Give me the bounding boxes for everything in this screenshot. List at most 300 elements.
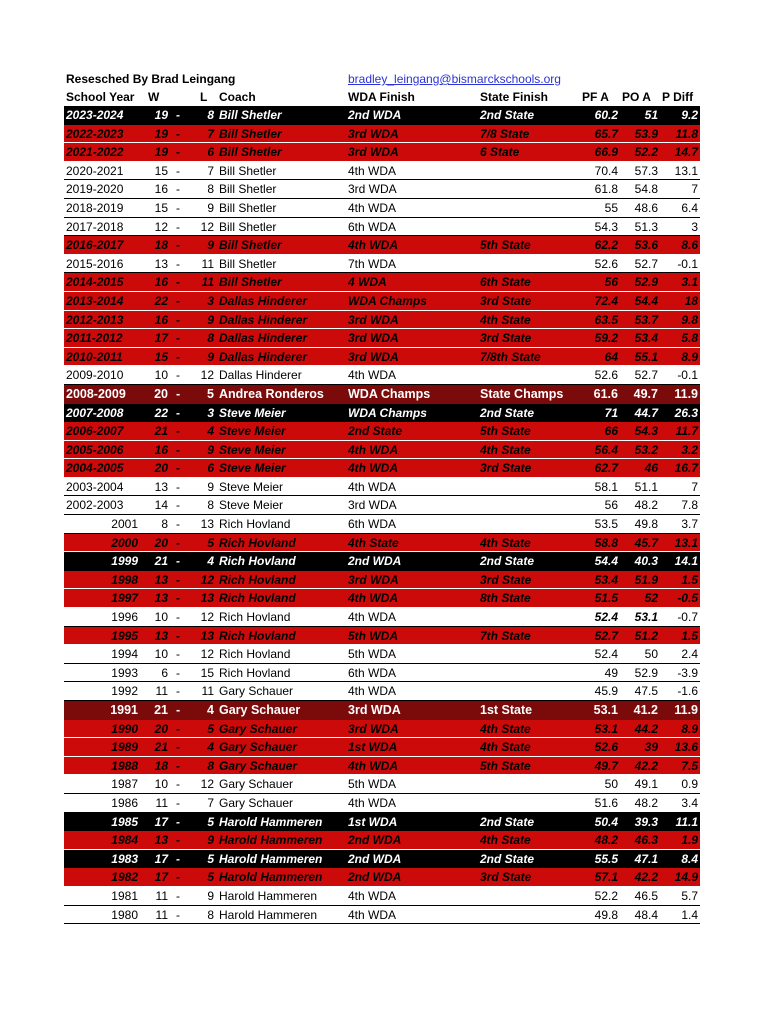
cell-losses: 8: [207, 108, 214, 122]
cell-points-for: 52.7: [594, 628, 618, 643]
cell-wda-finish: 4th WDA: [348, 591, 398, 606]
cell-dash: -: [176, 145, 180, 160]
cell-points-against: 39: [644, 740, 658, 755]
cell-dash: -: [176, 833, 180, 848]
cell-wda-finish: 4th WDA: [348, 795, 397, 810]
header-wda-finish: WDA Finish: [348, 90, 415, 104]
cell-dash: -: [176, 517, 180, 532]
cell-points-for: 53.5: [594, 517, 618, 532]
cell-dash: -: [176, 424, 180, 439]
cell-season-year: 1997: [111, 591, 138, 606]
cell-season-year: 2020-2021: [66, 163, 124, 178]
cell-losses: 13: [200, 628, 214, 643]
table-row: [64, 292, 700, 311]
cell-points-against: 48.2: [634, 795, 658, 810]
cell-points-for: 54.4: [594, 554, 618, 569]
cell-point-diff: 9.2: [681, 108, 698, 122]
cell-losses: 4: [207, 424, 214, 439]
cell-losses: 9: [207, 238, 214, 253]
cell-dash: -: [176, 442, 180, 457]
cell-wins: 22: [154, 293, 168, 308]
cell-points-for: 56: [604, 275, 618, 290]
cell-points-against: 52.2: [634, 145, 658, 160]
cell-point-diff: -0.1: [677, 368, 698, 383]
cell-wda-finish: 2nd WDA: [348, 870, 402, 885]
cell-wins: 20: [154, 461, 168, 476]
cell-wda-finish: WDA Champs: [348, 405, 427, 420]
cell-wins: 14: [154, 498, 168, 513]
cell-season-year: 1994: [111, 647, 138, 662]
cell-state-finish: 6 State: [480, 145, 520, 160]
cell-point-diff: 3.2: [681, 442, 698, 457]
table-row: [64, 645, 700, 664]
table-row: [64, 143, 700, 162]
cell-points-for: 54.3: [594, 219, 618, 234]
cell-coach: Dallas Hinderer: [219, 331, 308, 346]
table-row: [64, 738, 700, 757]
cell-point-diff: -0.7: [677, 610, 698, 625]
cell-state-finish: 4th State: [480, 721, 531, 736]
cell-losses: 12: [200, 777, 214, 792]
table-row: [64, 757, 700, 776]
cell-wda-finish: 2nd WDA: [348, 851, 402, 866]
cell-points-against: 48.6: [634, 200, 658, 215]
cell-dash: -: [176, 684, 180, 699]
cell-points-against: 57.3: [634, 163, 658, 178]
cell-losses: 3: [207, 405, 214, 420]
cell-dash: -: [176, 665, 180, 680]
cell-losses: 13: [200, 591, 214, 606]
cell-point-diff: 7.5: [681, 758, 698, 773]
cell-state-finish: 2nd State: [480, 108, 535, 122]
table-row: [64, 868, 700, 887]
cell-point-diff: 1.4: [681, 907, 698, 922]
cell-points-against: 49.8: [634, 517, 658, 532]
cell-wins: 17: [154, 870, 168, 885]
cell-point-diff: -0.1: [677, 256, 698, 271]
cell-wins: 20: [154, 721, 168, 736]
cell-points-for: 53.4: [594, 572, 618, 587]
cell-point-diff: 1.5: [681, 572, 698, 587]
cell-points-for: 60.2: [594, 108, 618, 122]
cell-dash: -: [176, 182, 180, 197]
cell-point-diff: 1.5: [681, 628, 698, 643]
cell-season-year: 2019-2020: [66, 182, 124, 197]
table-row: [64, 441, 700, 460]
column-header-row: [64, 88, 700, 106]
table-row: [64, 813, 700, 832]
cell-points-for: 50: [604, 777, 618, 792]
cell-points-against: 52.7: [634, 368, 658, 383]
table-row: [64, 794, 700, 813]
cell-wda-finish: 3rd WDA: [348, 721, 399, 736]
cell-points-for: 55.5: [594, 851, 618, 866]
cell-losses: 5: [207, 851, 214, 866]
table-row: [64, 534, 700, 553]
cell-dash: -: [176, 498, 180, 513]
cell-wins: 21: [154, 554, 168, 569]
cell-points-for: 45.9: [594, 684, 618, 699]
cell-dash: -: [176, 777, 180, 792]
cell-season-year: 1982: [111, 870, 138, 885]
cell-coach: Bill Shetler: [219, 182, 277, 197]
cell-coach: Harold Hammeren: [219, 814, 323, 829]
cell-dash: -: [176, 535, 180, 550]
cell-point-diff: 16.7: [674, 461, 698, 476]
cell-dash: -: [176, 386, 181, 401]
cell-losses: 7: [207, 795, 214, 810]
cell-dash: -: [176, 795, 180, 810]
table-row: [64, 589, 700, 608]
cell-points-against: 54.3: [634, 424, 658, 439]
cell-point-diff: 7.8: [681, 498, 698, 513]
cell-state-finish: State Champs: [480, 386, 564, 401]
cell-coach: Gary Schauer: [219, 684, 294, 699]
cell-season-year: 2023-2024: [66, 108, 124, 122]
cell-dash: -: [176, 108, 180, 122]
table-row: [64, 404, 700, 423]
cell-wins: 13: [154, 256, 168, 271]
cell-season-year: 1995: [111, 628, 138, 643]
cell-wins: 10: [154, 368, 168, 383]
cell-wda-finish: 1st WDA: [348, 814, 398, 829]
cell-state-finish: 4th State: [480, 535, 531, 550]
cell-point-diff: 11.1: [675, 814, 698, 829]
cell-points-for: 52.4: [594, 610, 618, 625]
cell-coach: Dallas Hinderer: [219, 293, 308, 308]
cell-losses: 9: [207, 200, 214, 215]
cell-points-for: 57.1: [594, 870, 618, 885]
cell-wins: 17: [154, 851, 168, 866]
cell-coach: Dallas Hinderer: [219, 312, 308, 327]
cell-wins: 13: [154, 572, 168, 587]
cell-points-for: 56.4: [594, 442, 618, 457]
cell-points-against: 48.4: [634, 907, 658, 922]
cell-dash: -: [176, 851, 180, 866]
cell-coach: Bill Shetler: [219, 108, 282, 122]
cell-wda-finish: 6th WDA: [348, 219, 397, 234]
cell-points-for: 52.6: [594, 256, 618, 271]
cell-dash: -: [176, 219, 180, 234]
cell-points-against: 53.7: [634, 312, 658, 327]
cell-wins: 11: [155, 795, 168, 810]
cell-wda-finish: 3rd WDA: [348, 145, 399, 160]
cell-wins: 17: [154, 814, 168, 829]
cell-wda-finish: 4th WDA: [348, 163, 397, 178]
cell-state-finish: 1st State: [480, 703, 533, 717]
cell-coach: Bill Shetler: [219, 200, 277, 215]
cell-wins: 21: [154, 703, 168, 717]
cell-coach: Rich Hovland: [219, 572, 296, 587]
cell-wda-finish: 2nd State: [348, 424, 403, 439]
cell-points-for: 55: [604, 200, 618, 215]
cell-coach: Andrea Ronderos: [219, 386, 324, 401]
cell-coach: Harold Hammeren: [219, 907, 318, 922]
cell-points-for: 71: [604, 405, 618, 420]
cell-losses: 12: [200, 368, 214, 383]
cell-losses: 15: [200, 665, 214, 680]
cell-wins: 16: [154, 275, 168, 290]
cell-point-diff: 1.9: [681, 833, 698, 848]
cell-losses: 9: [207, 479, 214, 494]
cell-season-year: 2009-2010: [66, 368, 124, 383]
email-link[interactable]: bradley_leingang@bismarckschools.org: [348, 72, 561, 86]
cell-wda-finish: 4th WDA: [348, 200, 397, 215]
header-point-diff: P Diff: [662, 90, 694, 104]
cell-wins: 19: [154, 145, 168, 160]
cell-wins: 10: [154, 610, 168, 625]
cell-season-year: 1988: [111, 758, 138, 773]
cell-points-against: 49.1: [634, 777, 658, 792]
table-row: [64, 199, 700, 218]
cell-wins: 16: [154, 442, 168, 457]
cell-dash: -: [176, 331, 180, 346]
cell-points-against: 46: [644, 461, 658, 476]
cell-points-for: 58.8: [594, 535, 618, 550]
cell-wda-finish: 3rd WDA: [348, 182, 397, 197]
cell-points-against: 54.4: [634, 293, 658, 308]
cell-point-diff: 18: [684, 293, 698, 308]
cell-points-for: 50.4: [594, 814, 618, 829]
cell-point-diff: 7: [691, 182, 698, 197]
cell-points-against: 49.7: [633, 386, 658, 401]
table-row: [64, 459, 700, 478]
cell-points-for: 66: [604, 424, 618, 439]
cell-losses: 5: [207, 386, 214, 401]
cell-wda-finish: 4th State: [348, 535, 399, 550]
table-row: [64, 236, 700, 255]
table-row: [64, 850, 700, 869]
cell-wda-finish: WDA Champs: [348, 386, 431, 401]
cell-wins: 19: [154, 126, 168, 141]
cell-wins: 11: [155, 907, 168, 922]
cell-season-year: 1981: [111, 888, 138, 903]
cell-point-diff: -1.6: [677, 684, 698, 699]
cell-point-diff: 11.9: [674, 386, 698, 401]
cell-state-finish: 5th State: [480, 758, 531, 773]
cell-season-year: 1985: [111, 814, 138, 829]
cell-dash: -: [176, 628, 180, 643]
cell-coach: Rich Hovland: [219, 647, 291, 662]
cell-season-year: 1984: [111, 833, 138, 848]
table-row: [64, 348, 700, 367]
cell-dash: -: [176, 200, 180, 215]
cell-points-against: 42.2: [634, 758, 658, 773]
cell-points-against: 50: [644, 647, 658, 662]
cell-point-diff: 6.4: [681, 200, 698, 215]
cell-points-against: 54.8: [634, 182, 658, 197]
cell-state-finish: 4th State: [480, 740, 531, 755]
cell-points-against: 47.5: [634, 684, 658, 699]
cell-points-for: 48.2: [594, 833, 618, 848]
cell-points-for: 58.1: [594, 479, 618, 494]
cell-losses: 5: [207, 535, 214, 550]
cell-losses: 11: [201, 275, 214, 290]
cell-coach: Rich Hovland: [219, 535, 296, 550]
cell-dash: -: [176, 238, 180, 253]
cell-wda-finish: 5th WDA: [348, 777, 397, 792]
cell-losses: 11: [201, 256, 214, 271]
cell-wins: 19: [154, 108, 168, 122]
cell-state-finish: 7/8th State: [480, 349, 541, 364]
cell-wda-finish: 1st WDA: [348, 740, 398, 755]
table-row: [64, 664, 700, 683]
table-row: [64, 887, 700, 906]
cell-wins: 21: [154, 740, 168, 755]
cell-point-diff: 7: [691, 479, 698, 494]
cell-coach: Dallas Hinderer: [219, 368, 302, 383]
cell-points-for: 64: [604, 349, 618, 364]
cell-wda-finish: 4th WDA: [348, 610, 397, 625]
cell-state-finish: 4th State: [480, 833, 531, 848]
cell-season-year: 2006-2007: [66, 424, 124, 439]
cell-season-year: 1991: [110, 703, 138, 717]
cell-point-diff: 5.8: [681, 331, 698, 346]
cell-wins: 13: [154, 628, 168, 643]
cell-coach: Harold Hammeren: [219, 833, 323, 848]
cell-losses: 3: [207, 293, 214, 308]
table-row: [64, 218, 700, 237]
cell-season-year: 2012-2013: [66, 312, 124, 327]
cell-dash: -: [176, 610, 180, 625]
cell-wda-finish: 2nd WDA: [348, 554, 402, 569]
cell-dash: -: [176, 814, 180, 829]
cell-points-for: 70.4: [594, 163, 618, 178]
cell-losses: 7: [207, 126, 214, 141]
cell-wins: 21: [154, 424, 168, 439]
cell-losses: 6: [207, 461, 214, 476]
cell-season-year: 2008-2009: [66, 386, 126, 401]
cell-coach: Rich Hovland: [219, 554, 296, 569]
cell-losses: 8: [207, 331, 214, 346]
cell-coach: Gary Schauer: [219, 740, 298, 755]
cell-season-year: 2021-2022: [66, 145, 124, 160]
cell-season-year: 2017-2018: [66, 219, 124, 234]
cell-point-diff: 5.7: [681, 888, 698, 903]
cell-losses: 5: [207, 814, 214, 829]
cell-wda-finish: 2nd WDA: [348, 833, 402, 848]
cell-dash: -: [176, 163, 180, 178]
cell-season-year: 1983: [111, 851, 138, 866]
cell-coach: Bill Shetler: [219, 256, 277, 271]
cell-wins: 13: [154, 591, 168, 606]
cell-dash: -: [176, 721, 180, 736]
cell-coach: Bill Shetler: [219, 275, 282, 290]
cell-losses: 12: [200, 647, 214, 662]
cell-wda-finish: 4th WDA: [348, 684, 397, 699]
cell-points-for: 63.5: [594, 312, 618, 327]
cell-points-against: 51.2: [634, 628, 658, 643]
cell-wins: 10: [154, 777, 168, 792]
cell-dash: -: [176, 275, 180, 290]
cell-state-finish: 7/8 State: [480, 126, 530, 141]
cell-points-for: 62.2: [594, 238, 618, 253]
cell-point-diff: 26.3: [674, 405, 698, 420]
cell-point-diff: 3.1: [681, 275, 698, 290]
cell-wins: 20: [154, 535, 168, 550]
header-state-finish: State Finish: [480, 90, 549, 104]
cell-state-finish: 2nd State: [480, 554, 535, 569]
cell-coach: Bill Shetler: [219, 219, 277, 234]
cell-season-year: 2010-2011: [66, 349, 123, 364]
table-row: [64, 515, 700, 534]
cell-points-against: 53.1: [634, 610, 658, 625]
cell-coach: Harold Hammeren: [219, 851, 323, 866]
cell-wda-finish: 4th WDA: [348, 238, 398, 253]
cell-losses: 6: [207, 145, 214, 160]
cell-points-against: 41.2: [633, 703, 658, 717]
cell-wda-finish: 5th WDA: [348, 647, 397, 662]
cell-wins: 15: [154, 163, 168, 178]
cell-point-diff: 14.7: [674, 145, 698, 160]
cell-coach: Bill Shetler: [219, 145, 282, 160]
cell-wins: 10: [154, 647, 168, 662]
cell-point-diff: 11.8: [675, 126, 698, 141]
cell-point-diff: 3: [691, 219, 698, 234]
cell-points-for: 59.2: [594, 331, 618, 346]
cell-dash: -: [176, 647, 180, 662]
table-row: [64, 125, 700, 144]
cell-wins: 20: [154, 386, 168, 401]
cell-wda-finish: 3rd WDA: [348, 498, 397, 513]
cell-season-year: 1990: [111, 721, 138, 736]
cell-state-finish: 7th State: [480, 628, 531, 643]
cell-wda-finish: 4th WDA: [348, 758, 398, 773]
cell-points-for: 49.8: [594, 907, 618, 922]
cell-state-finish: 3rd State: [480, 293, 532, 308]
cell-wda-finish: 3rd WDA: [348, 126, 399, 141]
cell-point-diff: 2.4: [681, 647, 698, 662]
cell-wda-finish: 5th WDA: [348, 628, 398, 643]
table-row: [64, 478, 700, 497]
cell-losses: 9: [207, 888, 214, 903]
cell-losses: 12: [200, 219, 214, 234]
cell-points-for: 62.7: [594, 461, 618, 476]
cell-season-year: 2011-2012: [66, 331, 123, 346]
header-wins: W: [148, 90, 160, 104]
credit-line: [64, 70, 700, 88]
cell-wda-finish: 3rd WDA: [348, 703, 401, 717]
cell-point-diff: -0.5: [677, 591, 698, 606]
cell-dash: -: [176, 256, 180, 271]
cell-coach: Bill Shetler: [219, 238, 282, 253]
cell-points-for: 53.1: [594, 721, 618, 736]
cell-season-year: 2007-2008: [66, 405, 124, 420]
cell-season-year: 2022-2023: [66, 126, 124, 141]
cell-season-year: 2002-2003: [66, 498, 124, 513]
cell-point-diff: 0.9: [681, 777, 698, 792]
cell-losses: 9: [207, 349, 214, 364]
cell-dash: -: [176, 479, 180, 494]
cell-losses: 13: [200, 517, 214, 532]
cell-wins: 15: [154, 200, 168, 215]
cell-coach: Harold Hammeren: [219, 888, 318, 903]
cell-state-finish: 3rd State: [480, 870, 532, 885]
cell-losses: 5: [207, 721, 214, 736]
cell-season-year: 2004-2005: [66, 461, 124, 476]
cell-points-against: 53.6: [634, 238, 658, 253]
cell-point-diff: 3.4: [681, 795, 698, 810]
cell-wins: 16: [154, 312, 168, 327]
cell-losses: 7: [207, 163, 214, 178]
table-row: [64, 682, 700, 701]
cell-losses: 4: [207, 740, 214, 755]
table-row: [64, 273, 700, 292]
cell-points-against: 46.5: [634, 888, 658, 903]
cell-point-diff: 14.1: [674, 554, 698, 569]
cell-losses: 9: [207, 442, 214, 457]
cell-coach: Rich Hovland: [219, 591, 296, 606]
